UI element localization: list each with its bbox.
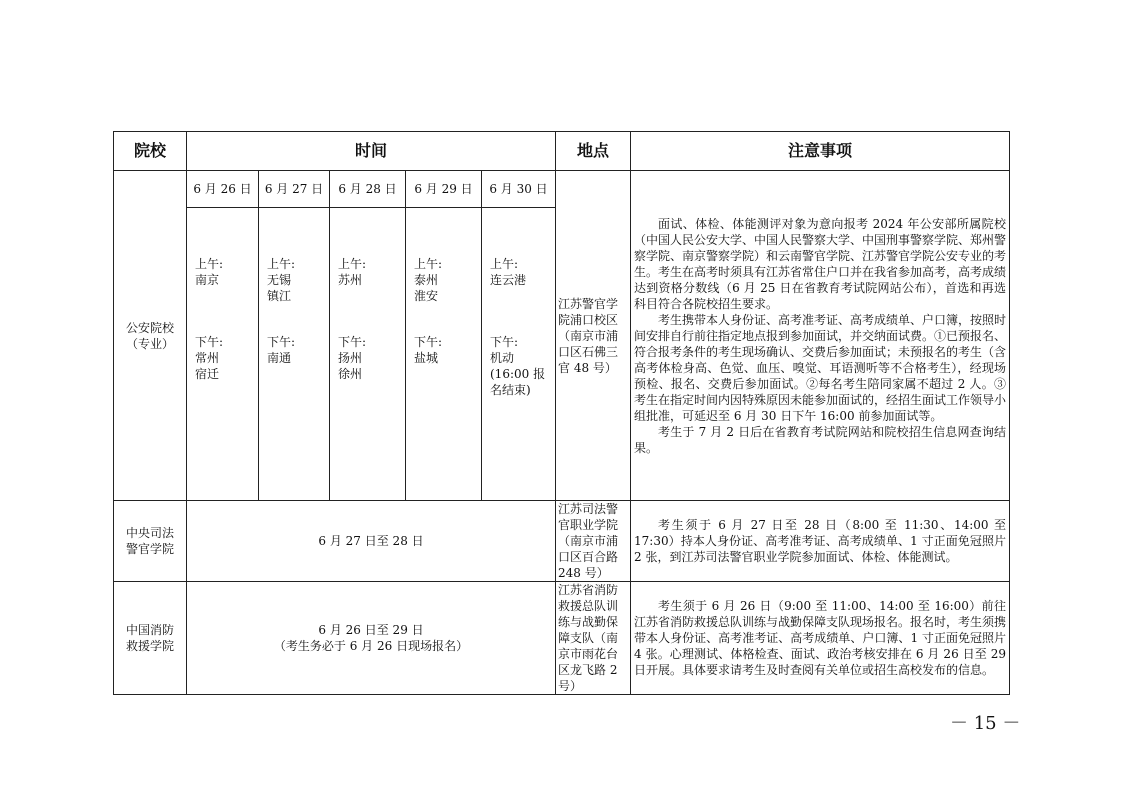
morning-cities: 上午: 南京 xyxy=(195,257,224,287)
notes-paragraph: 考生于 7 月 2 日后在省教育考试院网站和院校招生信息网查询结果。 xyxy=(634,424,1007,455)
session-cell xyxy=(259,208,330,501)
date-cell: 6 月 28 日 xyxy=(330,171,406,208)
morning-cities: 上午: 泰州 淮安 xyxy=(414,257,443,303)
session-cell xyxy=(482,208,556,501)
date-cell: 6 月 26 日 xyxy=(187,171,259,208)
time-cell: 6 月 27 日至 28 日 xyxy=(187,501,556,582)
place-cell: 江苏警官学院浦口校区（南京市浦口区石佛三官 48 号） xyxy=(556,171,631,501)
place-cell: 江苏省消防救援总队训练与战勤保障支队（南京市雨花台区龙飞路 2 号） xyxy=(556,582,631,695)
notes-paragraph: 考生须于 6 月 26 日（9:00 至 11:00、14:00 至 16:00）前往江苏省消防救援总队训练与战勤保障支队现场报名。报名时，考生须携带本人身份证、高考准考证、高考成绩单、户口簿、1 寸正面免冠照片 4 张。心理测试、体格检查、面试、政治考核安排在 6 月 26 日至 29 日开展。具体要求请考生及时查阅有关单位或招生高校发布的信息。 xyxy=(634,599,1007,677)
header-place: 地点 xyxy=(556,132,631,171)
session-cell xyxy=(330,208,406,501)
notes-paragraph: 考生须于 6 月 27 日至 28 日（8:00 至 11:30、14:00 至 17:30）持本人身份证、高考准考证、高考成绩单、1 寸正面免冠照片 2 张，到江苏司法警官职业学院参加面试、体检、体能测试。 xyxy=(634,518,1007,564)
table-header-row xyxy=(114,132,1010,171)
time-cell xyxy=(187,582,556,695)
morning-cities: 上午: 无锡 镇江 xyxy=(267,257,296,303)
notes-paragraph: 面试、体检、体能测评对象为意向报考 2024 年公安部所属院校（中国人民公安大学、中国人民警察大学、中国刑事警察学院、郑州警察学院、南京警察学院）和云南警官学院、江苏警官学院公安专业的考生。考生在高考时须具有江苏省常住户口并在我省参加高考，高考成绩达到资格分数线（6 月 25 日在省教育考试院网站公布），首选和再选科目符合各院校招生要求。 xyxy=(634,216,1007,311)
date-cell: 6 月 29 日 xyxy=(406,171,482,208)
afternoon-cities: 下午: 盐城 xyxy=(414,335,443,365)
afternoon-cities: 下午: 扬州 徐州 xyxy=(338,335,367,381)
date-cell: 6 月 27 日 xyxy=(259,171,330,208)
notes-paragraph: 考生携带本人身份证、高考准考证、高考成绩单、户口簿，按照时间安排自行前往指定地点报到参加面试，并交纳面试费。①已预报名、符合报考条件的考生现场确认、交费后参加面试；未预报名的考生（含高考体检身高、色觉、血压、嗅觉、耳语测听等不合格考生），经现场预检、报名、交费后参加面试。②每名考生陪同家属不超过 2 人。③考生在指定时间内因特殊原因未能参加面试的，经招生面试工作领导小组批准，可延迟至 6 月 30 日下午 16:00 前参加面试等。 xyxy=(634,312,1007,423)
school-name: 中国消防 救援学院 xyxy=(114,582,187,695)
school-name: 中央司法 警官学院 xyxy=(114,501,187,582)
page-number: － 15 － xyxy=(950,713,1021,734)
time-note: （考生务必于 6 月 26 日现场报名） xyxy=(273,639,469,653)
header-school: 院校 xyxy=(114,132,187,171)
session-cell xyxy=(406,208,482,501)
afternoon-cities: 下午: 南通 xyxy=(267,335,296,365)
notes-cell xyxy=(631,501,1010,582)
time-range: 6 月 26 日至 29 日 xyxy=(318,623,424,637)
afternoon-cities: 下午: 机动 (16:00 报 名结束) xyxy=(490,335,546,397)
place-cell: 江苏司法警官职业学院（南京市浦口区百合路 248 号） xyxy=(556,501,631,582)
session-cell xyxy=(187,208,259,501)
header-notes: 注意事项 xyxy=(631,132,1010,171)
header-time: 时间 xyxy=(187,132,556,171)
table-row xyxy=(114,171,1010,208)
morning-cities: 上午: 苏州 xyxy=(338,257,367,287)
table-row xyxy=(114,582,1010,695)
table-row xyxy=(114,501,1010,582)
notes-cell xyxy=(631,171,1010,501)
morning-cities: 上午: 连云港 xyxy=(490,257,527,287)
afternoon-cities: 下午: 常州 宿迁 xyxy=(195,335,224,381)
notes-cell xyxy=(631,582,1010,695)
school-name: 公安院校 （专业） xyxy=(114,171,187,501)
date-cell: 6 月 30 日 xyxy=(482,171,556,208)
admission-schedule-table xyxy=(113,131,1010,695)
